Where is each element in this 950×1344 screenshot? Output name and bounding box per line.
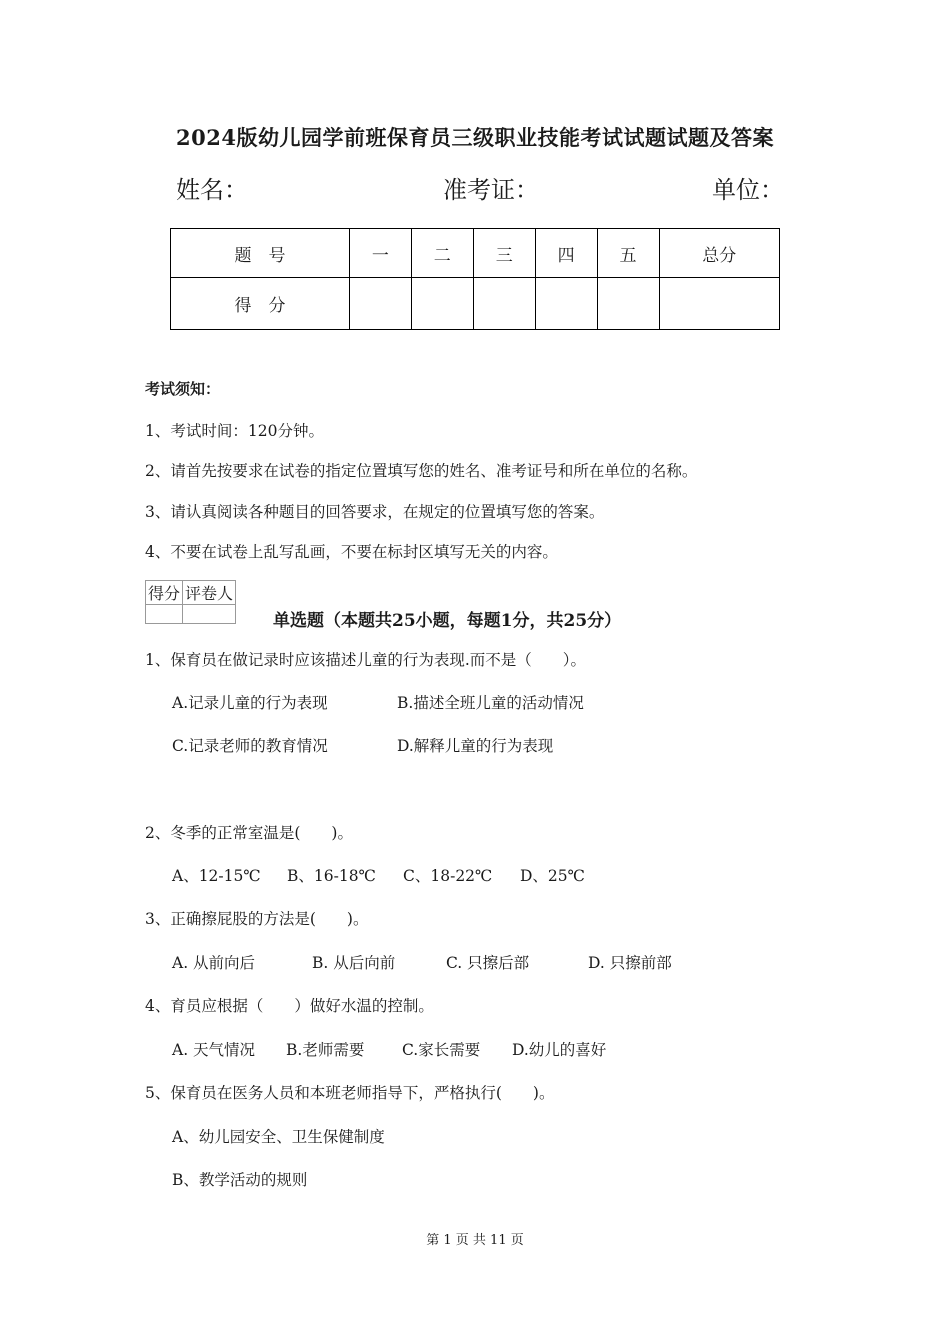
score-table-header-row — [171, 229, 780, 278]
notice-item: 4、不要在试卷上乱写乱画，不要在标封区填写无关的内容。 — [145, 543, 558, 561]
option[interactable]: A、12-15℃ — [172, 867, 261, 885]
score-table-score-row — [171, 278, 780, 330]
notice-item: 3、请认真阅读各种题目的回答要求，在规定的位置填写您的答案。 — [145, 503, 605, 521]
grader-reviewer-cell[interactable] — [183, 605, 236, 624]
score-header-cell: 一 — [349, 229, 411, 278]
option[interactable]: D.解释儿童的行为表现 — [397, 737, 554, 755]
score-cell[interactable] — [597, 278, 659, 330]
score-row-label: 得 分 — [171, 278, 350, 330]
grader-score-label: 得分 — [146, 581, 183, 605]
document-title: 2024版幼儿园学前班保育员三级职业技能考试试题试题及答案 — [176, 125, 774, 150]
grader-reviewer-label: 评卷人 — [183, 581, 236, 605]
score-header-cell: 五 — [597, 229, 659, 278]
option[interactable]: A、幼儿园安全、卫生保健制度 — [172, 1128, 385, 1146]
option[interactable]: A. 从前向后 — [172, 954, 256, 972]
option[interactable]: C.记录老师的教育情况 — [172, 737, 328, 755]
score-header-cell: 题 号 — [171, 229, 350, 278]
page-footer: 第 1 页 共 11 页 — [426, 1233, 524, 1248]
option[interactable]: A. 天气情况 — [172, 1041, 256, 1059]
score-cell[interactable] — [349, 278, 411, 330]
option[interactable]: B、教学活动的规则 — [172, 1171, 308, 1189]
score-header-cell: 总分 — [659, 229, 779, 278]
score-table — [170, 228, 780, 330]
score-cell[interactable] — [659, 278, 779, 330]
question-text: 2、冬季的正常室温是( )。 — [145, 824, 353, 842]
score-cell[interactable] — [535, 278, 597, 330]
score-cell[interactable] — [473, 278, 535, 330]
name-field-label: 姓名： — [176, 176, 248, 204]
option[interactable]: D. 只擦前部 — [588, 954, 672, 972]
grader-score-cell[interactable] — [146, 605, 183, 624]
score-header-cell: 三 — [473, 229, 535, 278]
question-text: 3、正确擦屁股的方法是( )。 — [145, 910, 369, 928]
option[interactable]: B.老师需要 — [286, 1041, 365, 1059]
section-title: 单选题（本题共25小题，每题1分，共25分） — [273, 611, 622, 631]
option[interactable]: B.描述全班儿童的活动情况 — [397, 694, 584, 712]
score-header-cell: 二 — [411, 229, 473, 278]
question-text: 4、育员应根据（ ）做好水温的控制。 — [145, 997, 434, 1015]
option[interactable]: C.家长需要 — [402, 1041, 481, 1059]
question-text: 5、保育员在医务人员和本班老师指导下，严格执行( )。 — [145, 1084, 555, 1102]
notice-item: 2、请首先按要求在试卷的指定位置填写您的姓名、准考证号和所在单位的名称。 — [145, 462, 698, 480]
option[interactable]: B、16-18℃ — [287, 867, 376, 885]
question-text: 1、保育员在做记录时应该描述儿童的行为表现.而不是（ ）。 — [145, 651, 587, 669]
unit-field-label: 单位： — [712, 176, 784, 204]
option[interactable]: D、25℃ — [520, 867, 585, 885]
option[interactable]: D.幼儿的喜好 — [512, 1041, 607, 1059]
score-header-cell: 四 — [535, 229, 597, 278]
option[interactable]: C、18-22℃ — [403, 867, 493, 885]
score-cell[interactable] — [411, 278, 473, 330]
option[interactable]: C. 只擦后部 — [446, 954, 530, 972]
exam-id-field-label: 准考证： — [443, 176, 539, 204]
grader-box — [145, 580, 236, 624]
notice-item: 1、考试时间：120分钟。 — [145, 422, 324, 440]
option[interactable]: B. 从后向前 — [312, 954, 396, 972]
notice-heading: 考试须知： — [145, 380, 221, 398]
option[interactable]: A.记录儿童的行为表现 — [172, 694, 328, 712]
